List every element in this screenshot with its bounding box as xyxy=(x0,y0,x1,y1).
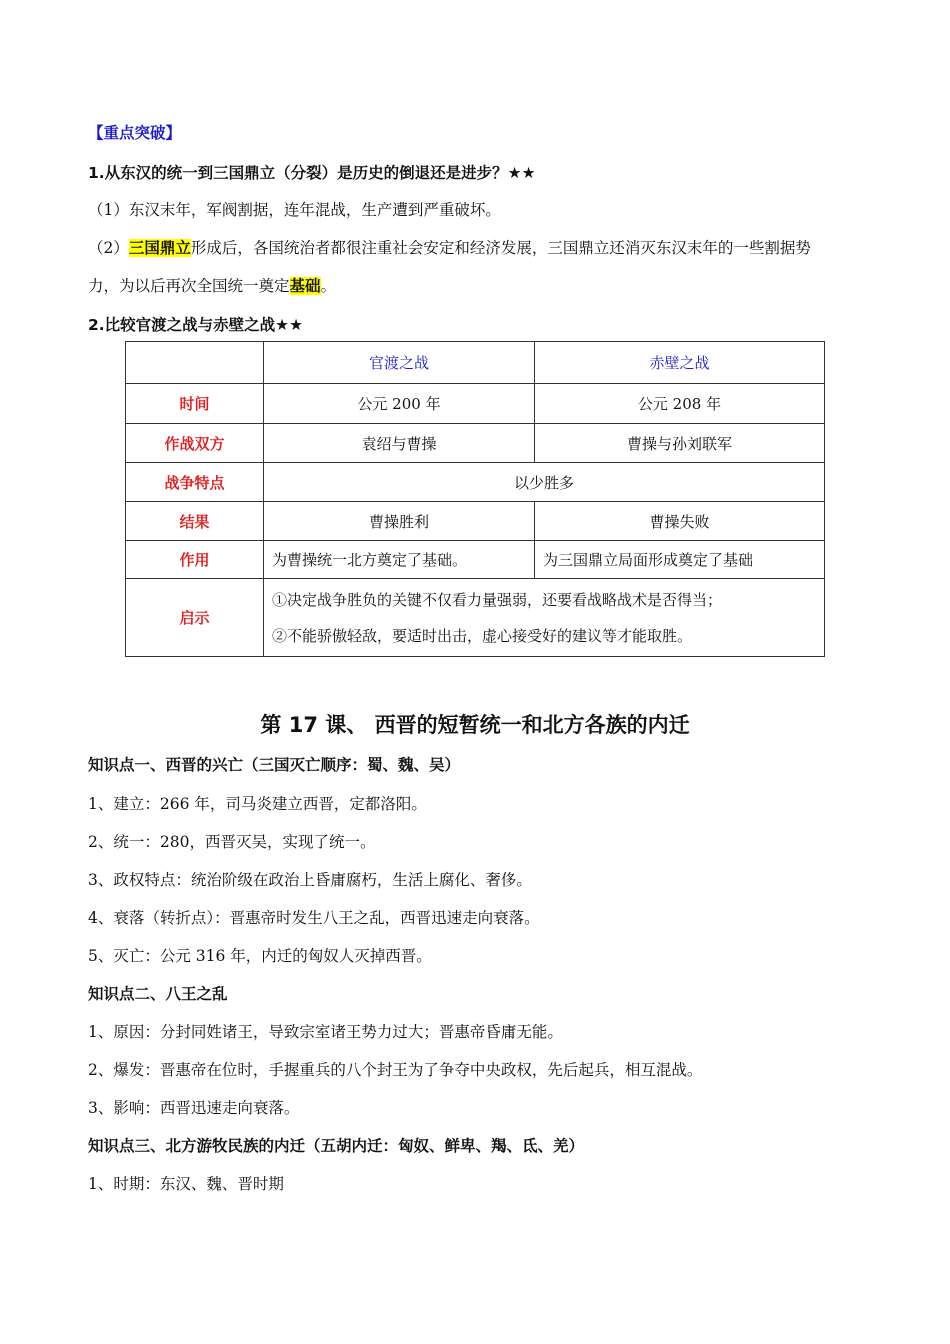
point-2-text: 形成后，各国统治者都很注重社会安定和经济发展，三国鼎立还消灭东汉末年的一些割据势 xyxy=(190,239,811,257)
point-2-line2-suffix: 。 xyxy=(320,277,337,295)
cell-time-guandu: 公元 200 年 xyxy=(264,384,535,424)
kp3-item: 1、时期：东汉、魏、晋时期 xyxy=(88,1175,284,1193)
cell-effect-guandu: 为曹操统一北方奠定了基础。 xyxy=(264,541,535,579)
table-header-row xyxy=(126,342,825,384)
question-1-point-2-cont xyxy=(88,276,336,296)
lesson-17-title: 第 17 课、 西晋的短暂统一和北方各族的内迁 xyxy=(260,713,690,737)
kp2-item: 1、原因：分封同姓诸王，导致宗室诸王势力过大；晋惠帝昏庸无能。 xyxy=(88,1023,563,1041)
table-row-effect xyxy=(126,541,825,579)
kp2-heading: 知识点二、八王之乱 xyxy=(88,985,228,1003)
table-row-time xyxy=(126,384,825,424)
row-label-lesson: 启示 xyxy=(126,579,264,657)
row-label-effect: 作用 xyxy=(126,541,264,579)
question-1-point-1: （1）东汉末年，军阀割据，连年混战，生产遭到严重破坏。 xyxy=(88,201,501,219)
row-label-result: 结果 xyxy=(126,502,264,541)
point-2-line2-prefix: 力，为以后再次全国统一奠定 xyxy=(88,277,290,295)
table-row-sides xyxy=(126,424,825,463)
kp1-heading: 知识点一、西晋的兴亡（三国灭亡顺序：蜀、魏、吴） xyxy=(88,756,461,774)
kp3-heading: 知识点三、北方游牧民族的内迁（五胡内迁：匈奴、鲜卑、羯、氐、羌） xyxy=(88,1137,585,1155)
cell-result-guandu: 曹操胜利 xyxy=(264,502,535,541)
col-header-chibi: 赤壁之战 xyxy=(535,342,825,384)
highlight-foundation: 基础 xyxy=(289,277,321,295)
row-label-sides: 作战双方 xyxy=(126,424,264,463)
question-1-title: 1.从东汉的统一到三国鼎立（分裂）是历史的倒退还是进步？★★ xyxy=(88,164,536,182)
section-tag: 【重点突破】 xyxy=(88,124,182,142)
table-row-result xyxy=(126,502,825,541)
cell-lesson-merged xyxy=(264,579,825,657)
kp1-item: 5、灭亡：公元 316 年，内迁的匈奴人灭掉西晋。 xyxy=(88,947,432,965)
row-label-feature: 战争特点 xyxy=(126,463,264,502)
highlight-three-kingdoms: 三国鼎立 xyxy=(128,239,191,257)
cell-feature-merged: 以少胜多 xyxy=(264,463,825,502)
point-2-prefix: （2） xyxy=(88,239,129,257)
col-header-guandu: 官渡之战 xyxy=(264,342,535,384)
kp1-item: 4、衰落（转折点）：晋惠帝时发生八王之乱，西晋迅速走向衰落。 xyxy=(88,909,540,927)
kp1-item: 1、建立：266 年，司马炎建立西晋，定都洛阳。 xyxy=(88,795,427,813)
cell-time-chibi: 公元 208 年 xyxy=(535,384,825,424)
lesson-line-1: ①决定战争胜负的关键不仅看力量强弱，还要看战略战术是否得当； xyxy=(272,590,723,609)
corner-cell xyxy=(126,342,264,384)
cell-sides-chibi: 曹操与孙刘联军 xyxy=(535,424,825,463)
kp1-item: 2、统一：280，西晋灭吴，实现了统一。 xyxy=(88,833,376,851)
question-1-point-2 xyxy=(88,238,811,258)
question-2-title: 2.比较官渡之战与赤壁之战★★ xyxy=(88,316,303,334)
kp1-item: 3、政权特点：统治阶级在政治上昏庸腐朽，生活上腐化、奢侈。 xyxy=(88,871,532,889)
table-row-feature xyxy=(126,463,825,502)
cell-sides-guandu: 袁绍与曹操 xyxy=(264,424,535,463)
table-row-lesson xyxy=(126,579,825,657)
battle-comparison-table xyxy=(125,341,825,657)
cell-result-chibi: 曹操失败 xyxy=(535,502,825,541)
kp2-item: 3、影响：西晋迅速走向衰落。 xyxy=(88,1099,300,1117)
cell-effect-chibi: 为三国鼎立局面形成奠定了基础 xyxy=(535,541,825,579)
kp2-item: 2、爆发：晋惠帝在位时，手握重兵的八个封王为了争夺中央政权，先后起兵，相互混战。 xyxy=(88,1061,703,1079)
row-label-time: 时间 xyxy=(126,384,264,424)
lesson-line-2: ②不能骄傲轻敌，要适时出击，虚心接受好的建议等才能取胜。 xyxy=(272,626,693,645)
